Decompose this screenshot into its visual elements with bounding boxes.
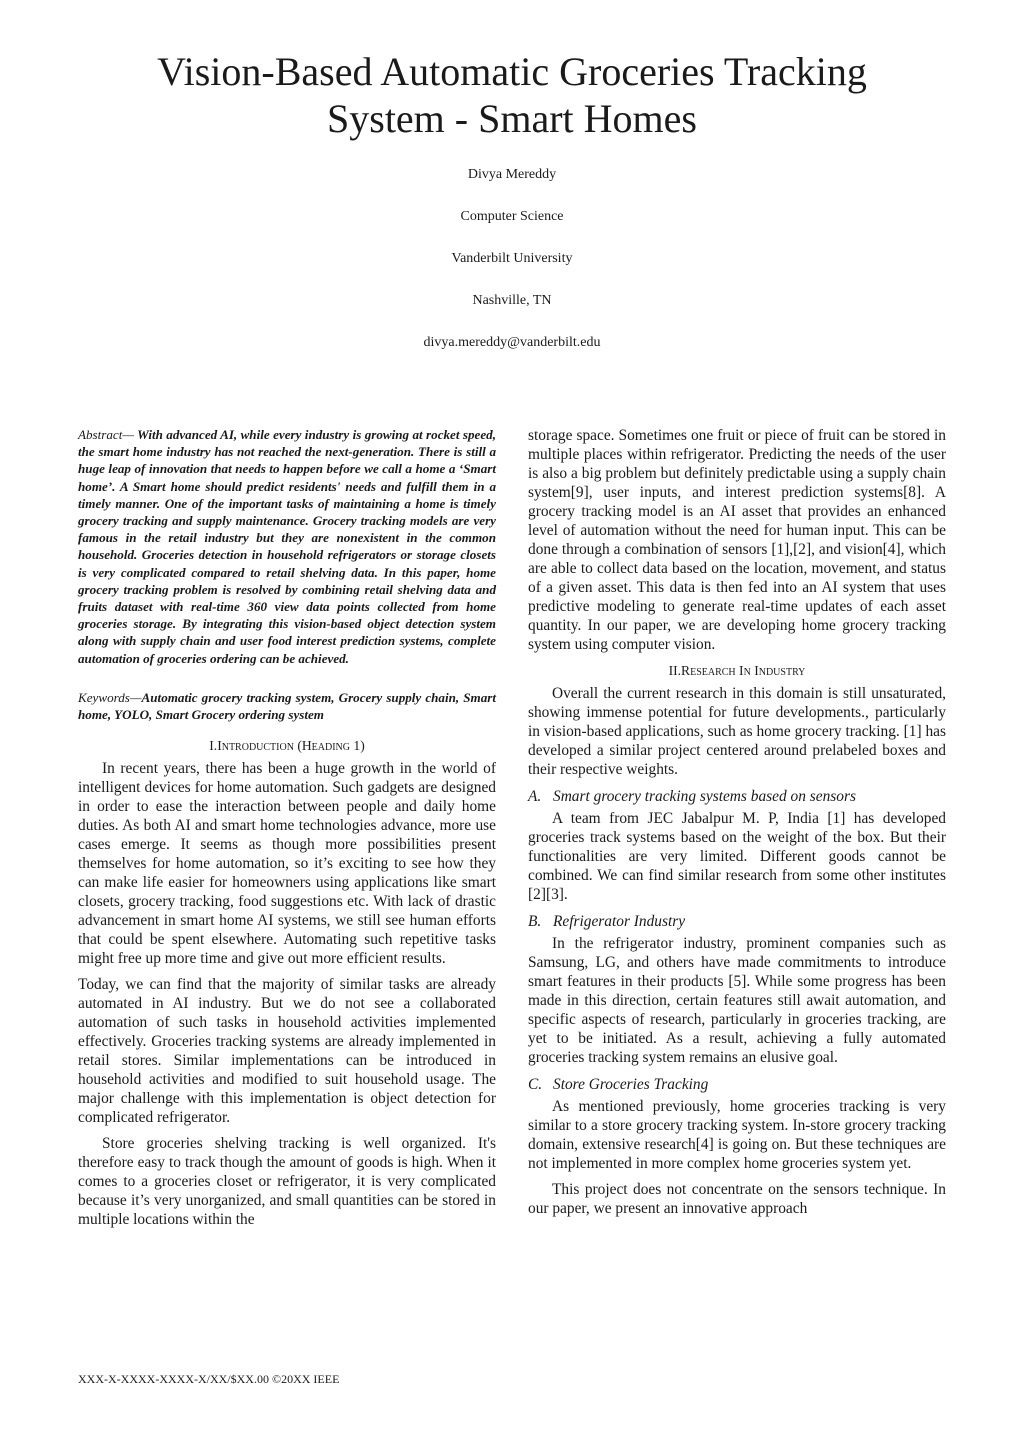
keywords-text: Automatic grocery tracking system, Grocery supply chain, Smart home, YOLO, Smart Grocery ordering system [78, 689, 496, 723]
subsection-a-title: Smart grocery tracking systems based on sensors [553, 788, 856, 805]
abstract-lead: Abstract— [78, 427, 135, 442]
subsection-heading-c [528, 1075, 946, 1094]
keywords [78, 689, 496, 723]
intro-paragraph-1: In recent years, there has been a huge growth in the world of intelligent devices for home automation. Such gadgets are designed in order to ease the interaction between people and daily home duties. As both AI and smart home technologies advance, more use cases emerge. It seems as though more possibilities present themselves for home automation, so it’s exciting to see how they can make life easier for homeowners using applications like smart closets, grocery tracking, food suggestions etc. With lack of drastic advancement in smart home AI systems, we still see human efforts that could be spent elsewhere. Automating such repetitive tasks might free up more time and give out more efficient results. [78, 760, 496, 968]
subsection-heading-b [528, 912, 946, 931]
subsection-b-text: In the refrigerator industry, prominent companies such as Samsung, LG, and others have made commitments to introduce smart features in their products [5]. While some progress has been made in this direction, certain features still await automation, and specific aspects of research, particularly in groceries tracking, are yet to be initiated. As a result, achieving a fully automated groceries tracking system remains an elusive goal. [528, 935, 946, 1066]
subsection-c-text-2: This project does not concentrate on the sensors technique. In our paper, we present an innovative approach [528, 1181, 946, 1217]
research-paragraph-1: Overall the current research in this domain is still unsaturated, showing immense potential for future developments., particularly in vision-based applications, such as home grocery tracking. [1] has developed a similar project centered around prelabeled boxes and their respective weights. [528, 685, 946, 778]
section-heading-research: II.Research In Industry [668, 663, 806, 678]
intro-paragraph-3-continued: storage space. Sometimes one fruit or piece of fruit can be stored in multiple places within refrigerator. Predicting the needs of the user is also a big problem but definitely predictable using a supply chain system[9], user inputs, and interest prediction systems[8]. A grocery tracking model is an AI asset that provides an enhanced level of automation without the need for human input. This can be done through a combination of sensors [1],[2], and vision[4], which are able to collect data based on the location, movement, and status of a given asset. This data is then fed into an AI system that uses predictive modeling to generate real-time updates of each asset quantity. In our paper, we are developing home grocery tracking system using computer vision. [528, 427, 946, 653]
author-name: Divya Mereddy [467, 167, 557, 182]
section-heading-introduction: I.Introduction (Heading 1) [209, 738, 365, 754]
subsection-a-text: A team from JEC Jabalpur M. P, India [1] has developed groceries track systems based on the weight of the box. But their functionalities are very limited. Different goods cannot be combined. We can find similar research from some other institutes [2][3]. [528, 810, 946, 903]
subsection-b-label: B. [528, 913, 542, 930]
author-location: Nashville, TN [472, 293, 552, 308]
subsection-c-label: C. [528, 1076, 543, 1093]
subsection-heading-a [528, 787, 946, 806]
copyright-footer: XXX-X-XXXX-XXXX-X/XX/$XX.00 ©20XX IEEE [78, 1372, 340, 1386]
right-column [528, 426, 946, 1225]
intro-paragraph-2: Today, we can find that the majority of similar tasks are already automated in AI industry. But we do not see a collaborated automation of such tasks in household activities implemented effectively. Groceries tracking systems are already implemented in retail stores. Similar implementations can be introduced in household activities and modified to suit household usage. The major challenge with this implementation is object detection for complicated refrigerator. [78, 976, 496, 1127]
intro-paragraph-3: Store groceries shelving tracking is well organized. It's therefore easy to track though the amount of goods is high. When it comes to a groceries closet or refrigerator, it is very complicated because it’s very unorganized, and small quantities can be stored in multiple locations within the [78, 1135, 496, 1229]
author-department: Computer Science [460, 209, 564, 224]
author-university: Vanderbilt University [451, 251, 573, 266]
subsection-c-title: Store Groceries Tracking [553, 1076, 709, 1093]
subsection-a-label: A. [528, 788, 542, 805]
abstract-text: With advanced AI, while every industry is growing at rocket speed, the smart home industry has not reached the next-generation. There is still a huge leap of innovation that needs to happen before we call a home a ‘Smart home’. A Smart home should predict residents' needs and fulfill them in a timely manner. One of the important tasks of maintaining a home is timely grocery tracking and supply maintenance. Grocery tracking models are very famous in the retail industry but they are nonexistent in the common household. Groceries detection in household refrigerators or storage closets is very complicated compared to retail shelving data. In this paper, home grocery tracking problem is resolved by combining retail shelving data and fruits dataset with real-time 360 view data points collected from home groceries storage. By integrating this vision-based object detection system along with supply chain and user food interest prediction systems, complete automation of groceries ordering can be achieved. [78, 427, 496, 666]
subsection-c-text-1: As mentioned previously, home groceries tracking is very similar to a store grocery tracking system. In-store grocery tracking domain, extensive research[4] is going on. But these techniques are not implemented in more complex home groceries system yet. [528, 1098, 946, 1172]
keywords-lead: Keywords— [78, 689, 142, 705]
title-line-1: Vision-Based Automatic Groceries Tracking [157, 49, 867, 94]
author-email: divya.mereddy@vanderbilt.edu [423, 335, 601, 350]
paper-title [0, 48, 1024, 142]
title-line-2: System - Smart Homes [327, 96, 697, 141]
abstract [78, 426, 496, 667]
left-column [78, 426, 496, 1236]
subsection-b-title: Refrigerator Industry [553, 913, 686, 930]
